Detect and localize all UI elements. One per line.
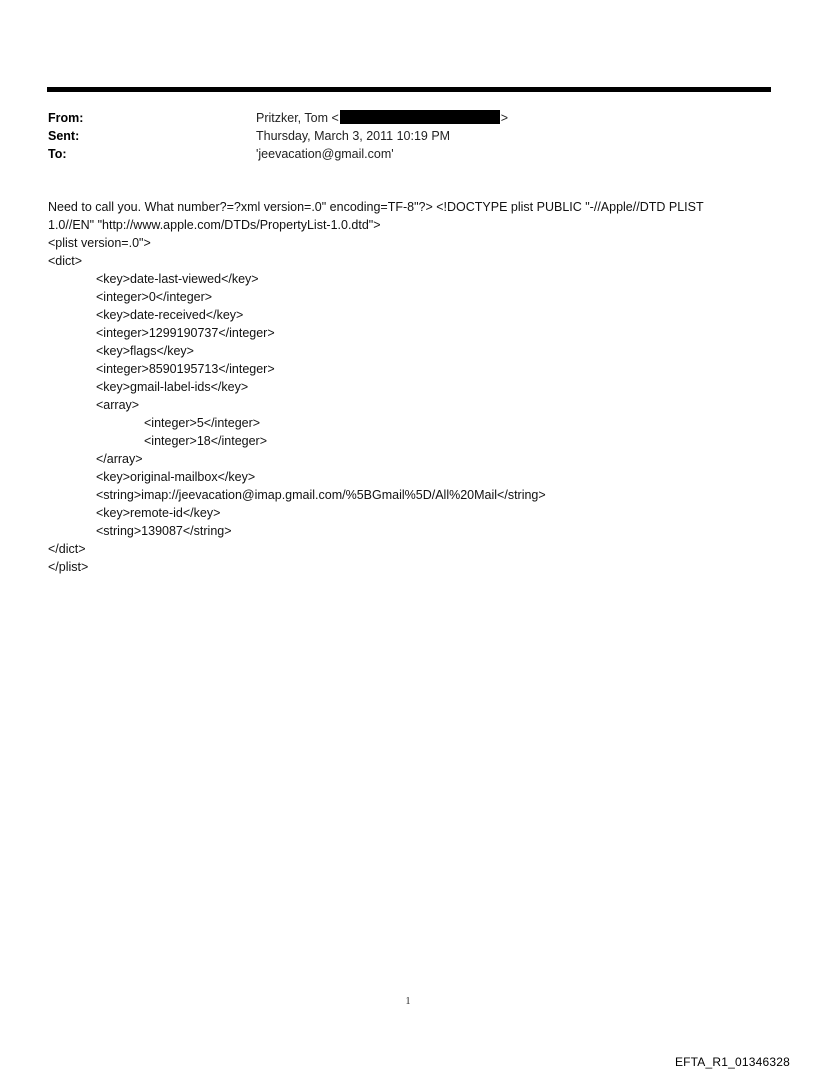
body-line: </plist> — [48, 560, 89, 574]
body-line: <integer>5</integer> — [144, 416, 261, 430]
to-label: To: — [48, 147, 67, 161]
body-line: <key>date-received</key> — [96, 308, 244, 322]
body-line: <key>date-last-viewed</key> — [96, 272, 259, 286]
to-value: 'jeevacation@gmail.com' — [256, 147, 394, 161]
redaction-block — [340, 110, 500, 124]
email-body — [48, 198, 768, 576]
body-line: <dict> — [48, 254, 83, 268]
body-line: Need to call you. What number?=?xml version=.0" encoding=TF-8"?> <!DOCTYPE plist PUBLIC "-//Apple//DTD PLIST — [48, 200, 704, 214]
sent-label: Sent: — [48, 129, 80, 143]
body-line: </dict> — [48, 542, 86, 556]
body-line: <integer>18</integer> — [144, 434, 268, 448]
body-line: <array> — [96, 398, 140, 412]
body-line: <key>remote-id</key> — [96, 506, 221, 520]
body-line: <key>flags</key> — [96, 344, 194, 358]
body-line: <key>original-mailbox</key> — [96, 470, 256, 484]
body-line: <string>imap://jeevacation@imap.gmail.com/%5BGmail%5D/All%20Mail</string> — [96, 488, 546, 502]
body-line: 1.0//EN" "http://www.apple.com/DTDs/PropertyList-1.0.dtd"> — [48, 218, 381, 232]
sent-value: Thursday, March 3, 2011 10:19 PM — [256, 129, 451, 143]
body-line: <key>gmail-label-ids</key> — [96, 380, 249, 394]
from-close: > — [500, 111, 509, 125]
body-line: <integer>1299190737</integer> — [96, 326, 275, 340]
body-line: <plist version=.0"> — [48, 236, 151, 250]
from-name: Pritzker, Tom < — [256, 111, 339, 125]
page-number: 1 — [405, 996, 411, 1007]
body-line: <integer>0</integer> — [96, 290, 213, 304]
body-line: <string>139087</string> — [96, 524, 232, 538]
header-rule — [47, 87, 771, 92]
body-line: </array> — [96, 452, 143, 466]
body-line: <integer>8590195713</integer> — [96, 362, 275, 376]
from-value — [256, 109, 508, 127]
bates-number: EFTA_R1_01346328 — [674, 1055, 790, 1069]
from-label: From: — [48, 111, 84, 125]
